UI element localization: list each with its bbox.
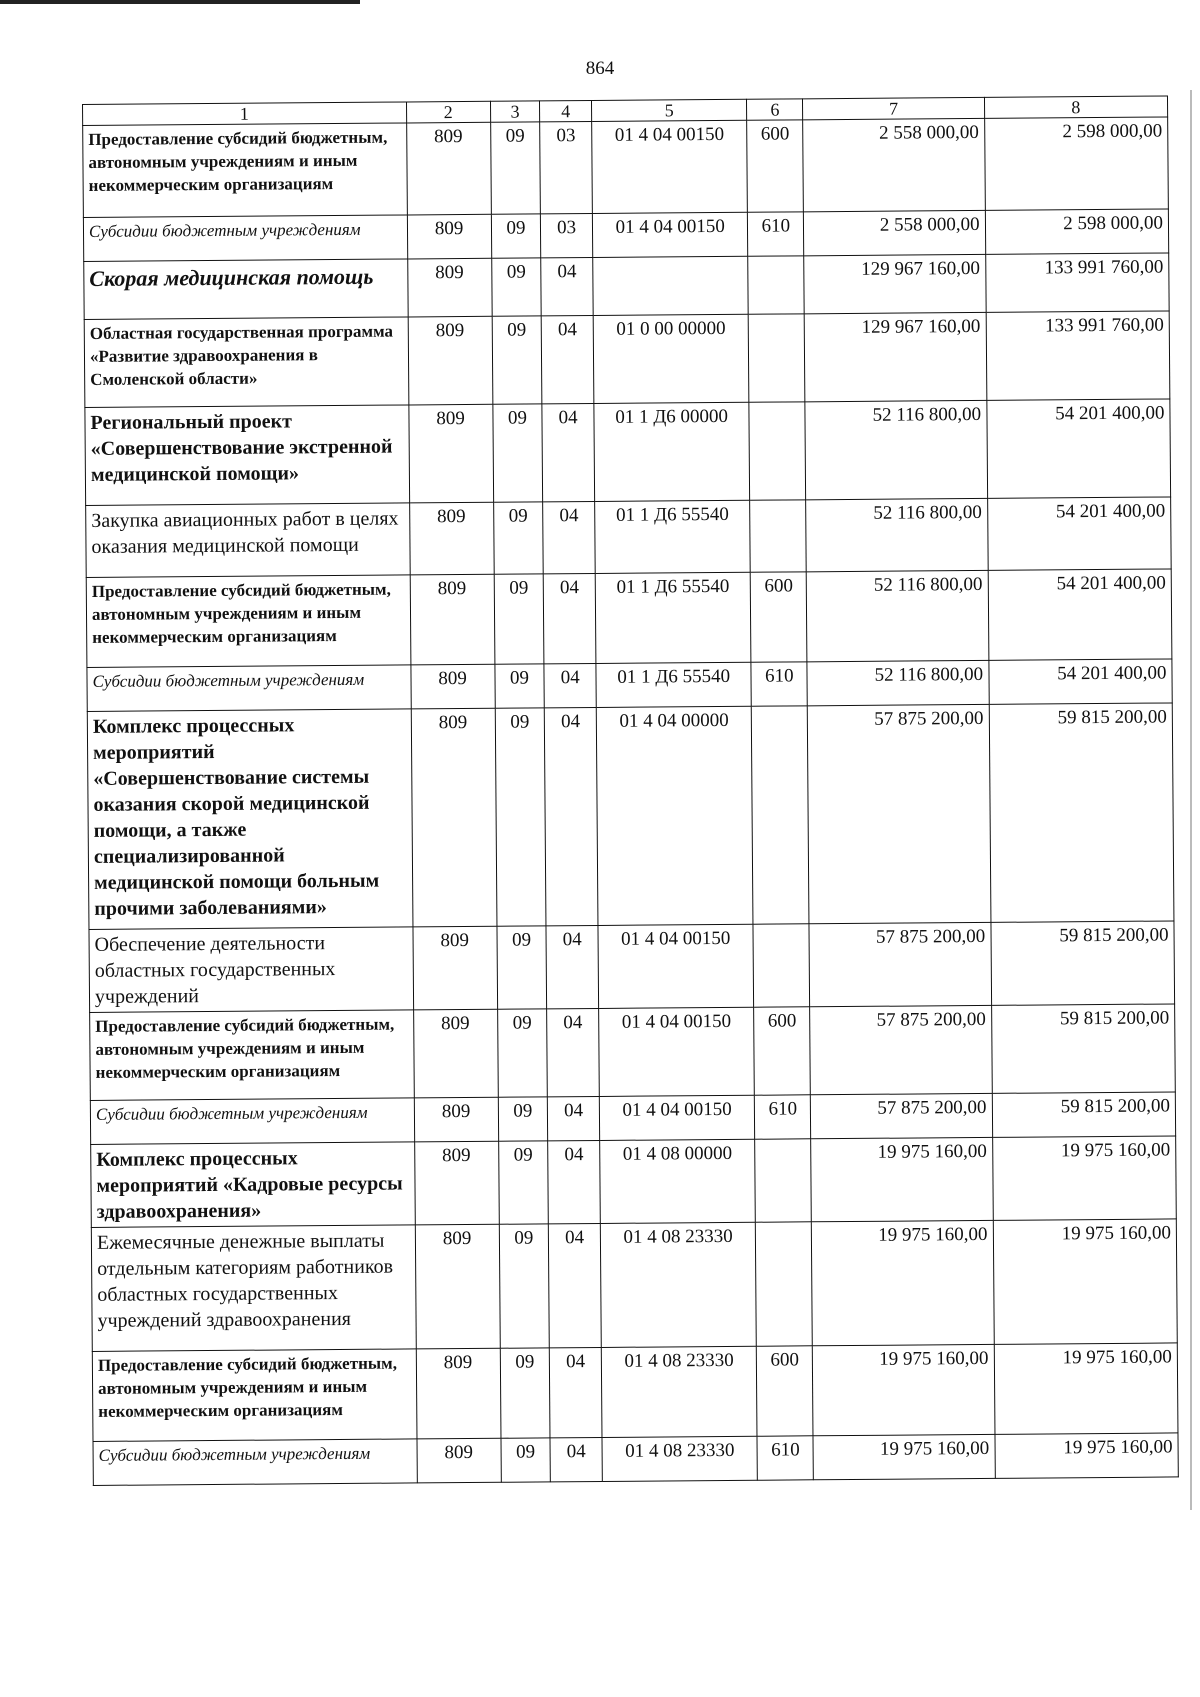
row-name: Комплекс процессных мероприятий «Совершенствование системы оказания скорой медицинской помощи, а также специализированной медицинской помощи больным прочими заболеваниями» — [87, 709, 412, 930]
row-target-article: 01 4 08 23330 — [601, 1346, 757, 1437]
row-amount-year1: 19 975 160,00 — [812, 1220, 994, 1345]
table-row — [91, 1136, 1177, 1228]
row-name: Субсидии бюджетным учреждениям — [83, 215, 407, 262]
table-row — [93, 1433, 1178, 1486]
row-amount-year1: 52 116 800,00 — [805, 400, 987, 499]
table-row — [84, 253, 1169, 320]
row-expense-type — [756, 1222, 813, 1346]
row-amount-year2: 59 815 200,00 — [992, 1092, 1176, 1137]
row-amount-year1: 52 116 800,00 — [807, 570, 989, 661]
row-admin-code: 809 — [413, 1009, 498, 1098]
row-target-article: 01 4 08 23330 — [602, 1436, 758, 1481]
row-amount-year2: 2 598 000,00 — [984, 117, 1168, 210]
row-name: Региональный проект «Совершенствование экстренной медицинской помощи» — [85, 405, 409, 506]
table-row — [85, 399, 1171, 506]
row-name: Предоставление субсидий бюджетным, автономным учреждениям и иным некоммерческим организациям — [83, 123, 407, 218]
row-expense-type — [749, 314, 806, 402]
row-name: Субсидии бюджетным учреждениям — [90, 1098, 414, 1145]
row-admin-code: 809 — [407, 214, 491, 259]
row-subsection: 03 — [541, 213, 593, 257]
row-name: Областная государственная программа «Развитие здравоохранения в Смоленской области» — [84, 317, 408, 408]
row-amount-year2: 19 975 160,00 — [993, 1219, 1177, 1344]
row-amount-year2: 54 201 400,00 — [987, 497, 1171, 570]
row-subsection: 04 — [550, 1437, 602, 1481]
column-header: 4 — [540, 100, 592, 121]
row-admin-code: 809 — [409, 502, 494, 575]
row-name: Скорая медицинская помощь — [84, 259, 408, 320]
row-subsection: 04 — [541, 315, 593, 403]
row-name: Субсидии бюджетным учреждениям — [87, 665, 411, 712]
row-name: Предоставление субсидий бюджетным, автономным учреждениям и иным некоммерческим организациям — [92, 1349, 416, 1442]
row-expense-type: 610 — [751, 662, 807, 706]
row-expense-type: 600 — [757, 1346, 814, 1436]
row-amount-year2: 54 201 400,00 — [989, 659, 1173, 704]
row-amount-year1: 2 558 000,00 — [803, 118, 985, 211]
row-expense-type — [749, 402, 806, 500]
row-admin-code: 809 — [410, 574, 495, 665]
row-expense-type: 610 — [755, 1095, 811, 1139]
row-amount-year2: 133 991 760,00 — [986, 311, 1170, 400]
row-expense-type — [748, 256, 805, 314]
row-target-article: 01 1 Д6 55540 — [595, 572, 751, 663]
row-target-article: 01 4 04 00150 — [599, 1095, 755, 1140]
row-admin-code: 809 — [416, 1348, 501, 1439]
row-target-article: 01 4 08 23330 — [600, 1222, 756, 1347]
row-expense-type — [755, 1139, 812, 1222]
row-target-article: 01 4 08 00000 — [600, 1139, 756, 1223]
row-section: 09 — [495, 664, 545, 708]
row-expense-type: 610 — [757, 1436, 813, 1480]
table-row — [84, 311, 1170, 408]
table-row — [90, 1004, 1176, 1101]
table-row — [91, 1219, 1177, 1352]
row-expense-type: 600 — [754, 1007, 811, 1095]
row-subsection: 03 — [540, 121, 592, 213]
row-name: Обеспечение деятельности областных государственных учреждений — [89, 927, 413, 1013]
budget-table — [82, 95, 1179, 1485]
row-amount-year1: 129 967 160,00 — [805, 312, 987, 401]
row-section: 09 — [490, 122, 540, 214]
row-subsection: 04 — [542, 403, 595, 501]
row-section: 09 — [498, 1097, 548, 1141]
row-amount-year1: 2 558 000,00 — [804, 210, 986, 255]
row-target-article: 01 4 04 00150 — [599, 1007, 755, 1096]
row-section: 09 — [493, 502, 543, 574]
row-admin-code: 809 — [417, 1438, 501, 1483]
row-amount-year1: 19 975 160,00 — [813, 1434, 995, 1479]
row-admin-code: 809 — [407, 258, 492, 317]
row-subsection: 04 — [550, 1347, 602, 1437]
page-number: 864 — [585, 58, 615, 79]
table-row — [86, 497, 1172, 578]
column-header: 3 — [490, 101, 540, 122]
row-section: 09 — [492, 316, 542, 404]
row-target-article: 01 4 04 00150 — [598, 924, 754, 1008]
scan-edge-top — [0, 0, 360, 4]
row-amount-year1: 129 967 160,00 — [804, 254, 986, 313]
row-admin-code: 809 — [406, 122, 491, 215]
row-section: 09 — [491, 214, 541, 258]
row-amount-year1: 52 116 800,00 — [807, 660, 989, 705]
row-section: 09 — [495, 708, 546, 926]
row-amount-year1: 57 875 200,00 — [808, 704, 991, 923]
row-target-article: 01 1 Д6 55540 — [595, 500, 751, 573]
row-name: Предоставление субсидий бюджетным, автономным учреждениям и иным некоммерческим организациям — [90, 1010, 414, 1101]
column-header: 8 — [984, 96, 1168, 118]
row-expense-type: 600 — [751, 572, 808, 662]
row-admin-code: 809 — [415, 1224, 500, 1349]
row-expense-type — [752, 706, 810, 924]
row-section: 09 — [497, 926, 547, 1009]
column-header: 7 — [803, 97, 984, 119]
row-amount-year2: 19 975 160,00 — [994, 1343, 1178, 1434]
row-amount-year2: 59 815 200,00 — [991, 1004, 1175, 1093]
row-amount-year2: 54 201 400,00 — [986, 399, 1170, 498]
row-amount-year1: 57 875 200,00 — [810, 1005, 992, 1094]
row-expense-type — [753, 924, 810, 1007]
row-amount-year1: 19 975 160,00 — [813, 1344, 995, 1435]
row-admin-code: 809 — [408, 404, 493, 503]
table-body — [83, 96, 1179, 1485]
row-amount-year1: 52 116 800,00 — [806, 498, 988, 571]
row-target-article: 01 4 04 00150 — [592, 120, 748, 213]
row-amount-year1: 57 875 200,00 — [811, 1093, 993, 1138]
row-section: 09 — [501, 1438, 551, 1482]
row-subsection: 04 — [544, 663, 596, 707]
row-amount-year2: 19 975 160,00 — [995, 1433, 1179, 1478]
table-row — [83, 117, 1169, 218]
row-target-article: 01 4 04 00000 — [596, 706, 753, 925]
row-section: 09 — [491, 258, 541, 316]
row-admin-code: 809 — [410, 664, 494, 709]
row-subsection: 04 — [543, 501, 595, 573]
row-subsection: 04 — [546, 925, 598, 1008]
row-name: Закупка авиационных работ в целях оказания медицинской помощи — [86, 503, 410, 578]
column-header: 5 — [592, 99, 747, 121]
scan-edge-right — [1190, 90, 1192, 1510]
row-expense-type — [750, 500, 807, 572]
row-target-article: 01 4 04 00150 — [592, 212, 748, 257]
row-section: 09 — [499, 1224, 550, 1348]
row-amount-year2: 54 201 400,00 — [988, 569, 1172, 660]
column-header: 6 — [747, 99, 803, 120]
row-admin-code: 809 — [414, 1097, 498, 1142]
row-subsection: 04 — [541, 257, 593, 315]
row-target-article: 01 1 Д6 55540 — [596, 662, 752, 707]
column-header: 2 — [406, 101, 490, 123]
row-section: 09 — [498, 1141, 548, 1224]
row-subsection: 04 — [545, 707, 598, 925]
table-row — [87, 703, 1174, 930]
column-header: 1 — [83, 102, 407, 126]
row-subsection: 04 — [543, 573, 595, 663]
table-row — [86, 569, 1172, 668]
row-subsection: 04 — [548, 1140, 600, 1223]
table-row — [89, 921, 1175, 1013]
row-subsection: 04 — [549, 1223, 602, 1347]
row-amount-year2: 59 815 200,00 — [991, 921, 1175, 1005]
table-row — [92, 1343, 1178, 1442]
row-name: Субсидии бюджетным учреждениям — [93, 1439, 417, 1486]
row-expense-type: 610 — [748, 212, 804, 256]
row-admin-code: 809 — [413, 926, 498, 1010]
row-target-article: 01 0 00 00000 — [593, 314, 749, 403]
row-target-article — [593, 256, 749, 315]
row-expense-type: 600 — [747, 120, 804, 212]
row-name: Комплекс процессных мероприятий «Кадровые ресурсы здравоохранения» — [91, 1142, 415, 1228]
row-amount-year2: 59 815 200,00 — [989, 703, 1174, 922]
row-subsection: 04 — [547, 1008, 599, 1096]
row-amount-year1: 57 875 200,00 — [809, 922, 991, 1006]
row-admin-code: 809 — [411, 708, 497, 927]
row-name: Предоставление субсидий бюджетным, автономным учреждениям и иным некоммерческим организациям — [86, 575, 410, 668]
row-section: 09 — [497, 1009, 547, 1097]
row-admin-code: 809 — [408, 316, 493, 405]
row-target-article: 01 1 Д6 00000 — [594, 402, 750, 501]
row-amount-year1: 19 975 160,00 — [811, 1137, 993, 1221]
row-admin-code: 809 — [414, 1141, 499, 1225]
row-amount-year2: 19 975 160,00 — [992, 1136, 1176, 1220]
row-amount-year2: 2 598 000,00 — [985, 209, 1169, 254]
row-section: 09 — [493, 404, 543, 502]
row-amount-year2: 133 991 760,00 — [985, 253, 1169, 312]
row-section: 09 — [494, 574, 544, 664]
row-section: 09 — [500, 1348, 550, 1438]
row-subsection: 04 — [548, 1096, 600, 1140]
row-name: Ежемесячные денежные выплаты отдельным категориям работников областных государственных учреждений здравоохранения — [91, 1225, 416, 1352]
